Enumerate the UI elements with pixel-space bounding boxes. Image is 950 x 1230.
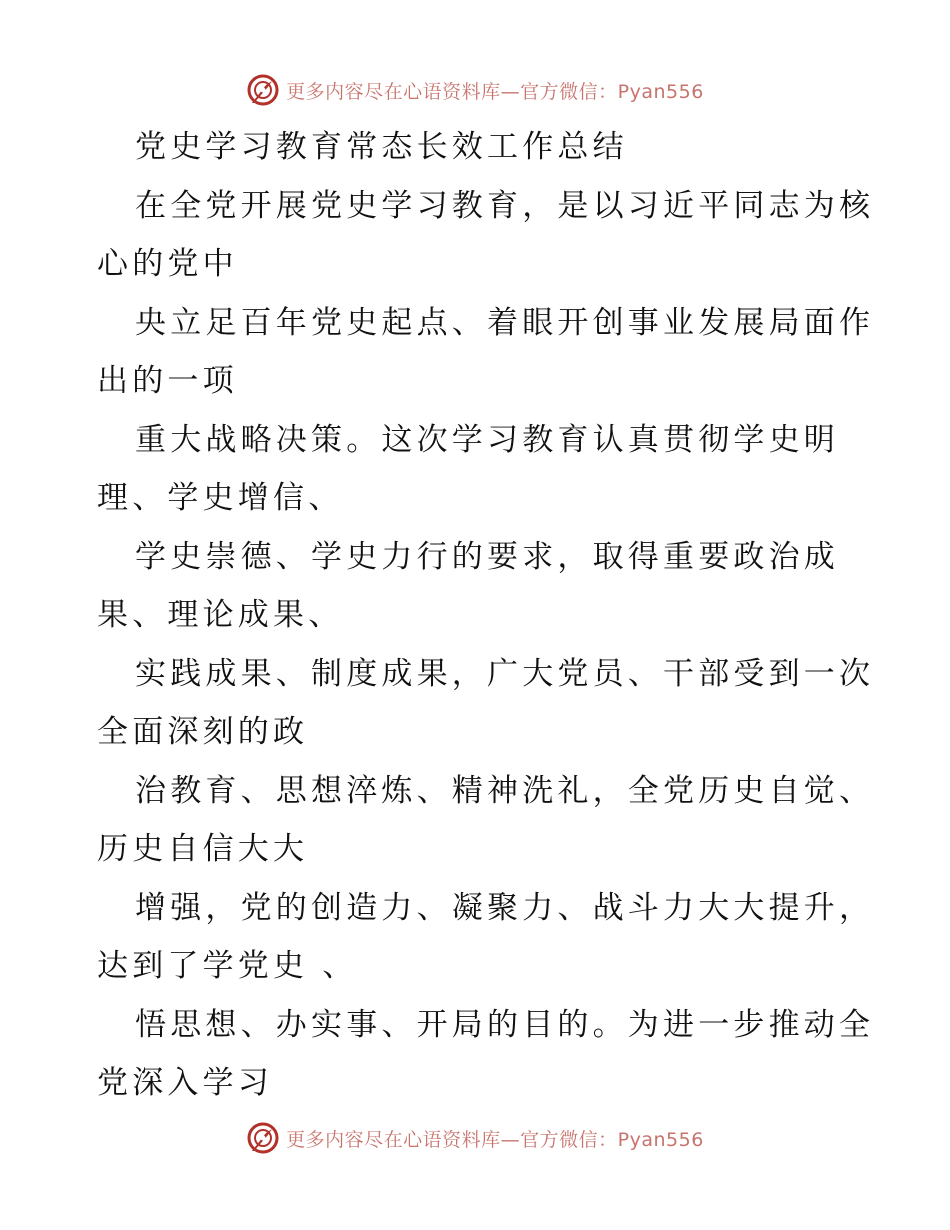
pen-logo-icon [246, 1121, 280, 1155]
paragraph-line: 理、学史增信、 [97, 480, 344, 516]
paragraph-line: 党深入学习 [97, 1065, 273, 1101]
paragraph-line: 治教育、思想淬炼、精神洗礼，全党历史自觉、 [135, 772, 875, 809]
header-watermark-banner [0, 70, 950, 110]
pen-logo-icon [246, 73, 280, 107]
paragraph-line: 出的一项 [97, 363, 238, 399]
paragraph-line: 在全党开展党史学习教育，是以习近平同志为核 [135, 187, 875, 224]
paragraph-line: 重大战略决策。这次学习教育认真贯彻学史明 [135, 421, 839, 458]
paragraph-line: 历史自信大大 [97, 831, 309, 867]
document-title: 党史学习教育常态长效工作总结 [135, 129, 628, 165]
paragraph-line: 央立足百年党史起点、着眼开创事业发展局面作 [135, 304, 875, 341]
document-body [97, 118, 875, 1113]
paragraph-line: 全面深刻的政 [97, 714, 309, 750]
paragraph-line: 达到了学党史 、 [97, 948, 358, 984]
paragraph-line: 增强，党的创造力、凝聚力、战斗力大大提升， [135, 889, 875, 926]
header-watermark-text: 更多内容尽在心语资料库—官方微信：Pyan556 [286, 80, 704, 103]
paragraph-line: 果、理论成果、 [97, 597, 344, 633]
paragraph-line: 学史崇德、学史力行的要求，取得重要政治成 [135, 538, 839, 575]
footer-watermark-text: 更多内容尽在心语资料库—官方微信：Pyan556 [286, 1128, 704, 1151]
footer-watermark-banner [0, 1118, 950, 1158]
paragraph-line: 实践成果、制度成果，广大党员、干部受到一次 [135, 655, 875, 692]
paragraph-line: 心的党中 [97, 246, 238, 282]
paragraph-line: 悟思想、办实事、开局的目的。为进一步推动全 [135, 1006, 875, 1043]
